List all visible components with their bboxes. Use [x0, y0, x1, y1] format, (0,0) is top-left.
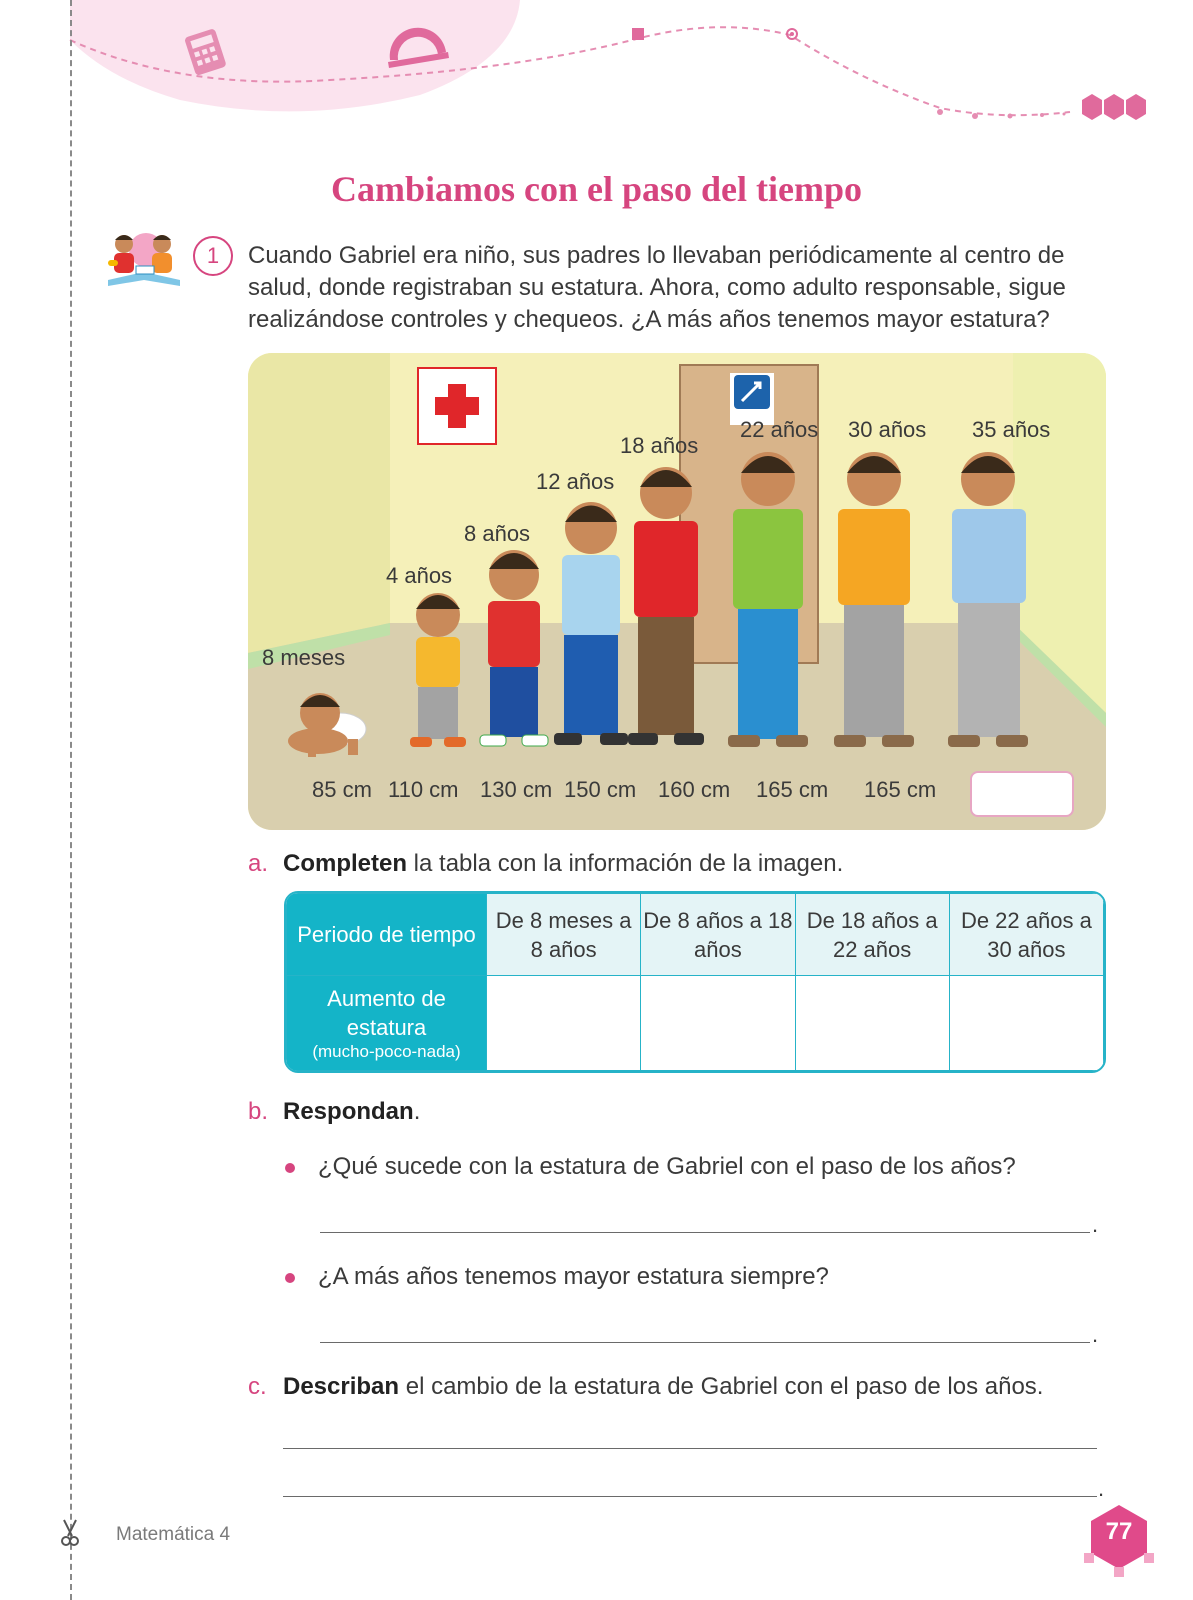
book-title: Matemática 4	[116, 1524, 231, 1545]
item-b-text	[283, 1098, 420, 1126]
cube-icon	[632, 28, 644, 40]
answer-cell[interactable]	[487, 976, 641, 1071]
first-aid-sign	[418, 368, 496, 444]
reading-kids-icon	[104, 222, 184, 288]
height-label: 165 cm	[756, 777, 829, 802]
gabriel-4-years	[410, 593, 466, 747]
item-c-verb: Describan	[283, 1373, 400, 1400]
height-label: 130 cm	[480, 777, 553, 802]
period-cell: De 8 años a 18 años	[641, 894, 795, 976]
answer-cell[interactable]	[949, 976, 1103, 1071]
age-label: 35 años	[972, 417, 1051, 442]
period-cell: De 18 años a 22 años	[795, 894, 949, 976]
period-cell: De 8 meses a 8 años	[487, 894, 641, 976]
item-a-letter: a.	[248, 850, 269, 877]
line-end-period: .	[1092, 1212, 1099, 1237]
age-label: 30 años	[848, 417, 927, 442]
header-decoration	[0, 0, 1193, 150]
item-b-letter: b.	[248, 1098, 269, 1125]
period-header: Periodo de tiempo	[287, 894, 487, 976]
item-b-rest: .	[413, 1098, 421, 1125]
increase-header-note: (mucho-poco-nada)	[312, 1042, 461, 1061]
item-a-verb: Completen	[283, 850, 408, 877]
cut-line	[70, 0, 72, 1600]
height-answer-box[interactable]	[970, 771, 1074, 817]
item-a-rest: la tabla con la información de la imagen.	[407, 850, 844, 877]
growth-table	[284, 891, 1106, 1073]
question-text: Cuando Gabriel era niño, sus padres lo llevaban periódicamente al centro de salud, donde registraban su estatura. Ahora, como adulto responsable, sigue realizándose controles y chequeos. ¿A más años tenemos mayor estatura?	[248, 242, 1066, 333]
item-a-text	[283, 850, 843, 878]
bullet-icon	[285, 1163, 295, 1173]
item-c-rest: el cambio de la estatura de Gabriel con el paso de los años.	[399, 1373, 1044, 1400]
page-number: 77	[1105, 1518, 1133, 1545]
growth-illustration	[248, 353, 1106, 830]
increase-header	[287, 976, 487, 1071]
scissors-icon	[56, 1518, 84, 1548]
age-label: 22 años	[740, 417, 819, 442]
height-label: 85 cm	[312, 777, 372, 802]
age-label: 18 años	[620, 433, 699, 458]
item-b-verb: Respondan	[283, 1098, 414, 1125]
question-number: 1	[193, 236, 233, 276]
item-c-letter: c.	[248, 1373, 267, 1400]
age-label: 8 años	[464, 521, 531, 546]
height-label: 160 cm	[658, 777, 731, 802]
bullet-icon	[285, 1273, 295, 1283]
age-label: 12 años	[536, 469, 615, 494]
line-end-period: .	[1098, 1476, 1105, 1501]
age-label: 8 meses	[262, 645, 346, 670]
question-b2: ¿A más años tenemos mayor estatura siempre?	[318, 1263, 829, 1290]
height-label: 110 cm	[388, 777, 459, 802]
item-c-text	[283, 1373, 1043, 1401]
line-end-period: .	[1092, 1322, 1099, 1347]
height-label: 150 cm	[564, 777, 637, 802]
answer-line[interactable]	[320, 1232, 1090, 1233]
answer-line[interactable]	[283, 1496, 1097, 1497]
answer-cell[interactable]	[641, 976, 795, 1071]
answer-cell[interactable]	[795, 976, 949, 1071]
cubes-row-icon	[1082, 94, 1146, 120]
age-label: 4 años	[386, 563, 453, 588]
increase-header-label: Aumento de estatura	[327, 986, 446, 1040]
answer-line[interactable]	[283, 1448, 1097, 1449]
gabriel-8-years	[480, 550, 548, 746]
height-label: 165 cm	[864, 777, 937, 802]
page-title: Cambiamos con el paso del tiempo	[331, 169, 862, 209]
question-b1: ¿Qué sucede con la estatura de Gabriel con el paso de los años?	[318, 1153, 1016, 1180]
answer-line[interactable]	[320, 1342, 1090, 1343]
period-cell: De 22 años a 30 años	[949, 894, 1103, 976]
